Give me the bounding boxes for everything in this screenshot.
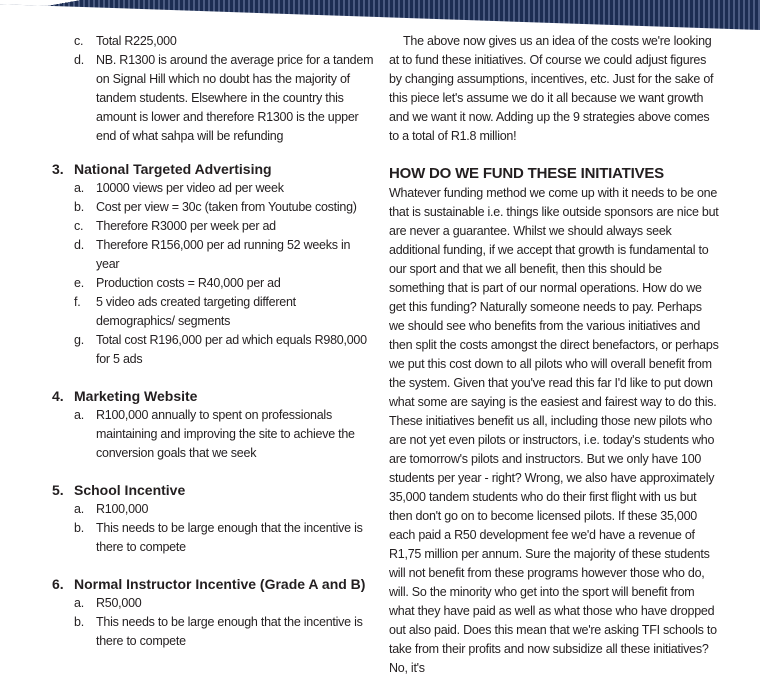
item-marker: d. [74, 53, 84, 67]
list-item [52, 32, 374, 51]
item-text: R100,000 annually to spent on professionals maintaining and improving the site to achieve the conversion goals that we seek [96, 408, 355, 460]
item-text: Total R225,000 [96, 34, 177, 48]
list-item [52, 51, 374, 146]
item-marker: a. [74, 181, 84, 195]
intro-paragraph: The above now gives us an idea of the costs we're looking at to fund these initiatives. Of course we could adjust figures by changing assumptions, incentives, etc. Just for the sake of this piece let's assume we do it all because we want growth and we want it now. Adding up the 9 strategies above comes to a total of R1.8 million! [389, 34, 714, 143]
list-item [52, 236, 374, 274]
list-item [52, 406, 374, 463]
section-number: 5. [52, 482, 64, 498]
item-marker: a. [74, 596, 84, 610]
section-title: National Targeted Advertising [74, 161, 272, 177]
item-text: This needs to be large enough that the incentive is there to compete [96, 521, 363, 554]
list-item [52, 500, 374, 519]
section-title: Normal Instructor Incentive (Grade A and B) [74, 576, 366, 592]
item-marker: c. [74, 219, 84, 233]
list-item [52, 274, 374, 293]
list-item [52, 613, 374, 651]
section-heading [52, 481, 374, 500]
section-number: 6. [52, 576, 64, 592]
section-title: School Incentive [74, 482, 186, 498]
item-text: Total cost R196,000 per ad which equals R980,000 for 5 ads [96, 333, 367, 366]
item-marker: e. [74, 276, 84, 290]
item-text: R100,000 [96, 502, 149, 516]
item-text: R50,000 [96, 596, 142, 610]
section-number: 3. [52, 161, 64, 177]
left-column [52, 32, 374, 651]
list-item [52, 594, 374, 613]
item-marker: b. [74, 200, 84, 214]
list-item [52, 293, 374, 331]
list-item [52, 179, 374, 198]
item-text: 5 video ads created targeting different demographics/ segments [96, 295, 296, 328]
section-heading [52, 387, 374, 406]
section-number: 4. [52, 388, 64, 404]
section-heading [52, 575, 374, 594]
body-paragraph: Whatever funding method we come up with it needs to be one that is sustainable i.e. things like outside sponsors are nice but are never a guarantee. Whilst we should always seek additional funding, if we accept that growth is fundamental to our sport and that we all benefit, then this should be something that is part of our normal operations. How do we get this funding? Naturally someone needs to pay. Perhaps we should see who benefits from the various initiatives and then split the costs amongst the direct benefactors, or perhaps we put this cost down to all pilots who will overall benefit from the system. Given that you've read this far I'd like to put down what some are saying is the easiest and fairest way to do this. These initiatives benefit us all, including those new pilots who are not yet even pilots or instructors, i.e. today's students who are tomorrow's pilots and instructors. But we only have 100 students per year - right? Wrong, we also have approximately 35,000 tandem students who do their first flight with us but then don't go on to become licensed pilots. If these 35,000 each paid a R50 development fee we'd have a revenue of R1,75 million per annum. Sure the majority of these students will not benefit from these programs however those who do, will. So the minority who get into the sport will benefit from what they have paid as well as what those who have dropped out also paid. Does this mean that we're asking TFI schools to take from their profits and now subsidize all these initiatives? No, it's [389, 186, 719, 675]
item-marker: b. [74, 615, 84, 629]
list-item [52, 198, 374, 217]
item-text: NB. R1300 is around the average price for a tandem on Signal Hill which no doubt has the majority of tandem students. Elsewhere in the country this amount is lower and therefore R1300 is the upper end of what sahpa will be refunding [96, 53, 374, 143]
item-text: Therefore R156,000 per ad running 52 weeks in year [96, 238, 351, 271]
item-marker: g. [74, 333, 84, 347]
section-title: Marketing Website [74, 388, 198, 404]
item-text: Therefore R3000 per week per ad [96, 219, 276, 233]
item-text: This needs to be large enough that the incentive is there to compete [96, 615, 363, 648]
list-item [52, 519, 374, 557]
item-text: Production costs = R40,000 per ad [96, 276, 281, 290]
item-marker: b. [74, 521, 84, 535]
item-marker: c. [74, 34, 84, 48]
item-marker: a. [74, 502, 84, 516]
item-text: Cost per view = 30c (taken from Youtube costing) [96, 200, 357, 214]
item-marker: d. [74, 238, 84, 252]
section-heading [52, 160, 374, 179]
list-item [52, 331, 374, 369]
right-column [389, 32, 719, 678]
item-text: 10000 views per video ad per week [96, 181, 284, 195]
item-marker: f. [74, 295, 81, 309]
list-item [52, 217, 374, 236]
section-heading-funding: HOW DO WE FUND THESE INITIATIVES [389, 165, 664, 182]
decorative-header-band [0, 0, 760, 30]
item-marker: a. [74, 408, 84, 422]
document-page [0, 30, 760, 675]
